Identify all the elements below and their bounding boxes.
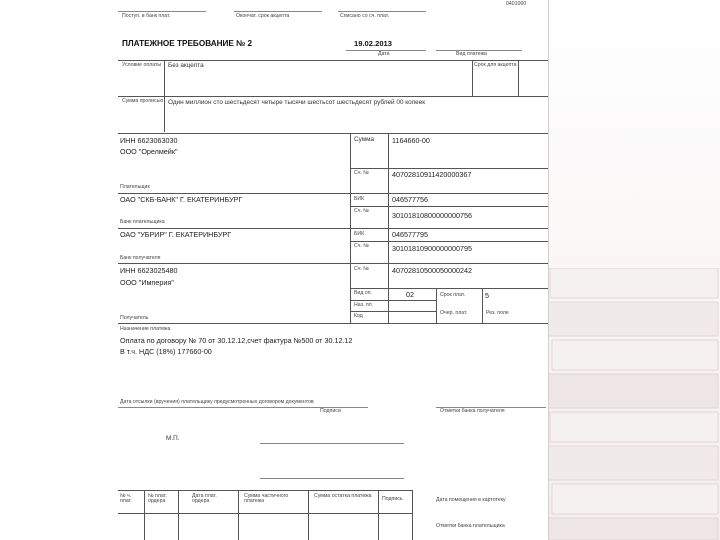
footer-divider-3 [238, 490, 239, 540]
purpose-code-label: Наз. пл. [354, 302, 374, 308]
op-grid-line-2 [350, 300, 436, 301]
purpose-label: Назначение платежа [120, 326, 171, 332]
sum-words-top-line [118, 96, 548, 97]
footer-col-partial-sum: Сумма частичного платежа [244, 493, 289, 505]
recipient-bank-name: ОАО "УБРИР" Г. ЕКАТЕРИНБУРГ [120, 230, 232, 239]
payer-account-label: Сч. № [354, 170, 369, 176]
payer-bik-value: 046577756 [392, 195, 428, 204]
recipient-corr-label: Сч. № [354, 243, 369, 249]
acceptance-value-divider [518, 60, 519, 96]
sum-words-label: Сумма прописью [122, 98, 164, 104]
books-stack-illustration [546, 268, 720, 540]
footer-divider-2 [178, 490, 179, 540]
form-code: 0401060 [506, 1, 527, 7]
mp-label: М.П. [166, 435, 180, 442]
recipient-corr-line [350, 241, 548, 242]
payer-inn: ИНН 6623063030 [120, 136, 178, 145]
date-label: Дата [378, 51, 390, 57]
op-type-value: 02 [406, 290, 414, 299]
acceptance-term-label: Срок для акцепта [474, 62, 517, 68]
footer-divider-4 [308, 490, 309, 540]
purpose-top-line [118, 323, 548, 324]
sum-words-value: Один миллион сто шестьдесят четыре тысячи шестьсот шестьдесят рублей 00 копеек [168, 99, 426, 106]
footer-divider-6 [412, 490, 413, 540]
terms-top-line [118, 60, 548, 61]
bank-marks-line [436, 407, 546, 408]
received-bank-line [118, 11, 206, 12]
recipient-account-label: Сч. № [354, 266, 369, 272]
sum-label: Сумма [354, 136, 375, 143]
payer-account-line [350, 168, 548, 169]
footer-divider-1 [144, 490, 145, 540]
signatures-label: Подписи [320, 408, 341, 414]
payer-name: ООО "Орелмейк" [120, 147, 178, 156]
payer-bank-marks-label: Отметки банка плательщика [436, 523, 505, 529]
payer-corr-line [350, 206, 548, 207]
payer-bank-label: Банк плательщика [120, 219, 165, 225]
footer-col-order-number: № плат. ордера [148, 493, 167, 505]
payer-corr-value: 30101810800000000756 [392, 211, 472, 220]
recipient-corr-value: 30101810900000000795 [392, 244, 472, 253]
footer-divider-5 [378, 490, 379, 540]
payer-account-value: 40702810911420000367 [392, 170, 472, 179]
order-label: Очер. плат. [440, 310, 468, 316]
recipient-name: ООО "Империя" [120, 278, 174, 287]
document-title: ПЛАТЕЖНОЕ ТРЕБОВАНИЕ № 2 [122, 39, 253, 48]
code-label: Код [354, 313, 363, 319]
payer-bank-top-line [118, 193, 548, 194]
res-field-label: Рез. поле [486, 310, 509, 316]
payer-top-line [118, 133, 548, 134]
sum-value: 1164660-00 [392, 136, 430, 145]
recipient-account-value: 40702810500050000242 [392, 266, 472, 275]
payer-bank-name: ОАО "СКБ-БАНК" Г. ЕКАТЕРИНБУРГ [120, 195, 243, 204]
recipient-inn: ИНН 6623025480 [120, 266, 178, 275]
op-grid-line-3 [350, 311, 436, 312]
without-acceptance: Без акцепта [168, 62, 204, 69]
sum-words-divider [164, 96, 165, 132]
footer-col-part-number: № ч. плат. [120, 493, 132, 505]
payment-type-label: Вид платежа [456, 51, 487, 57]
order-value: 5 [485, 291, 489, 300]
terms-divider [164, 60, 165, 96]
payer-bik-label: БИК [354, 196, 365, 202]
recipient-label: Получатель [120, 315, 149, 321]
acceptance-divider [472, 60, 473, 96]
bank-marks-label: Отметки банка получателя [440, 408, 505, 414]
purpose-line-2: В т.ч. НДС (18%) 177660-00 [120, 347, 212, 356]
payer-label: Плательщик [120, 184, 150, 190]
op-type-label: Вид оп. [354, 290, 372, 296]
payer-corr-label: Сч. № [354, 208, 369, 214]
payment-terms-label: Условие оплаты [122, 62, 162, 68]
recipient-top-line [118, 263, 548, 264]
basis-line: Дата отсылки (вручения) плательщику предусмотренных договором документов [120, 399, 314, 405]
op-grid-divider-2 [482, 288, 483, 323]
deadline-line [234, 11, 322, 12]
signature-line-2 [260, 478, 404, 479]
date-value: 19.02.2013 [354, 39, 393, 48]
footer-col-order-date: Дата плат. ордера [192, 493, 217, 505]
debited-label: Списано со сч. плат. [340, 13, 390, 19]
op-grid-divider-1 [436, 288, 437, 323]
deadline-label: Окончат. срок акцепта [236, 13, 290, 19]
footer-col-remaining-sum: Сумма остатка платежа [314, 493, 372, 499]
received-bank-label: Поступ. в банк плат. [122, 13, 171, 19]
recipient-bank-top-line [118, 228, 548, 229]
recipient-bik-label: БИК [354, 231, 365, 237]
footer-header-line [118, 513, 412, 514]
debited-line [338, 11, 426, 12]
recipient-bank-label: Банк получателя [120, 255, 161, 261]
payment-request-document [110, 0, 549, 540]
purpose-line-1: Оплата по договору № 70 от 30.12.12,счет фактура №500 от 30.12.12 [120, 336, 353, 345]
signature-line-1 [260, 443, 404, 444]
recipient-bik-value: 046577795 [392, 230, 428, 239]
card-file-date-label: Дата помещения в картотеку [436, 497, 506, 503]
footer-top-line [118, 490, 412, 491]
footer-col-signature: Подпись [382, 496, 403, 502]
payment-term-label: Срок плат. [440, 292, 466, 298]
op-grid-top-line [350, 288, 548, 289]
